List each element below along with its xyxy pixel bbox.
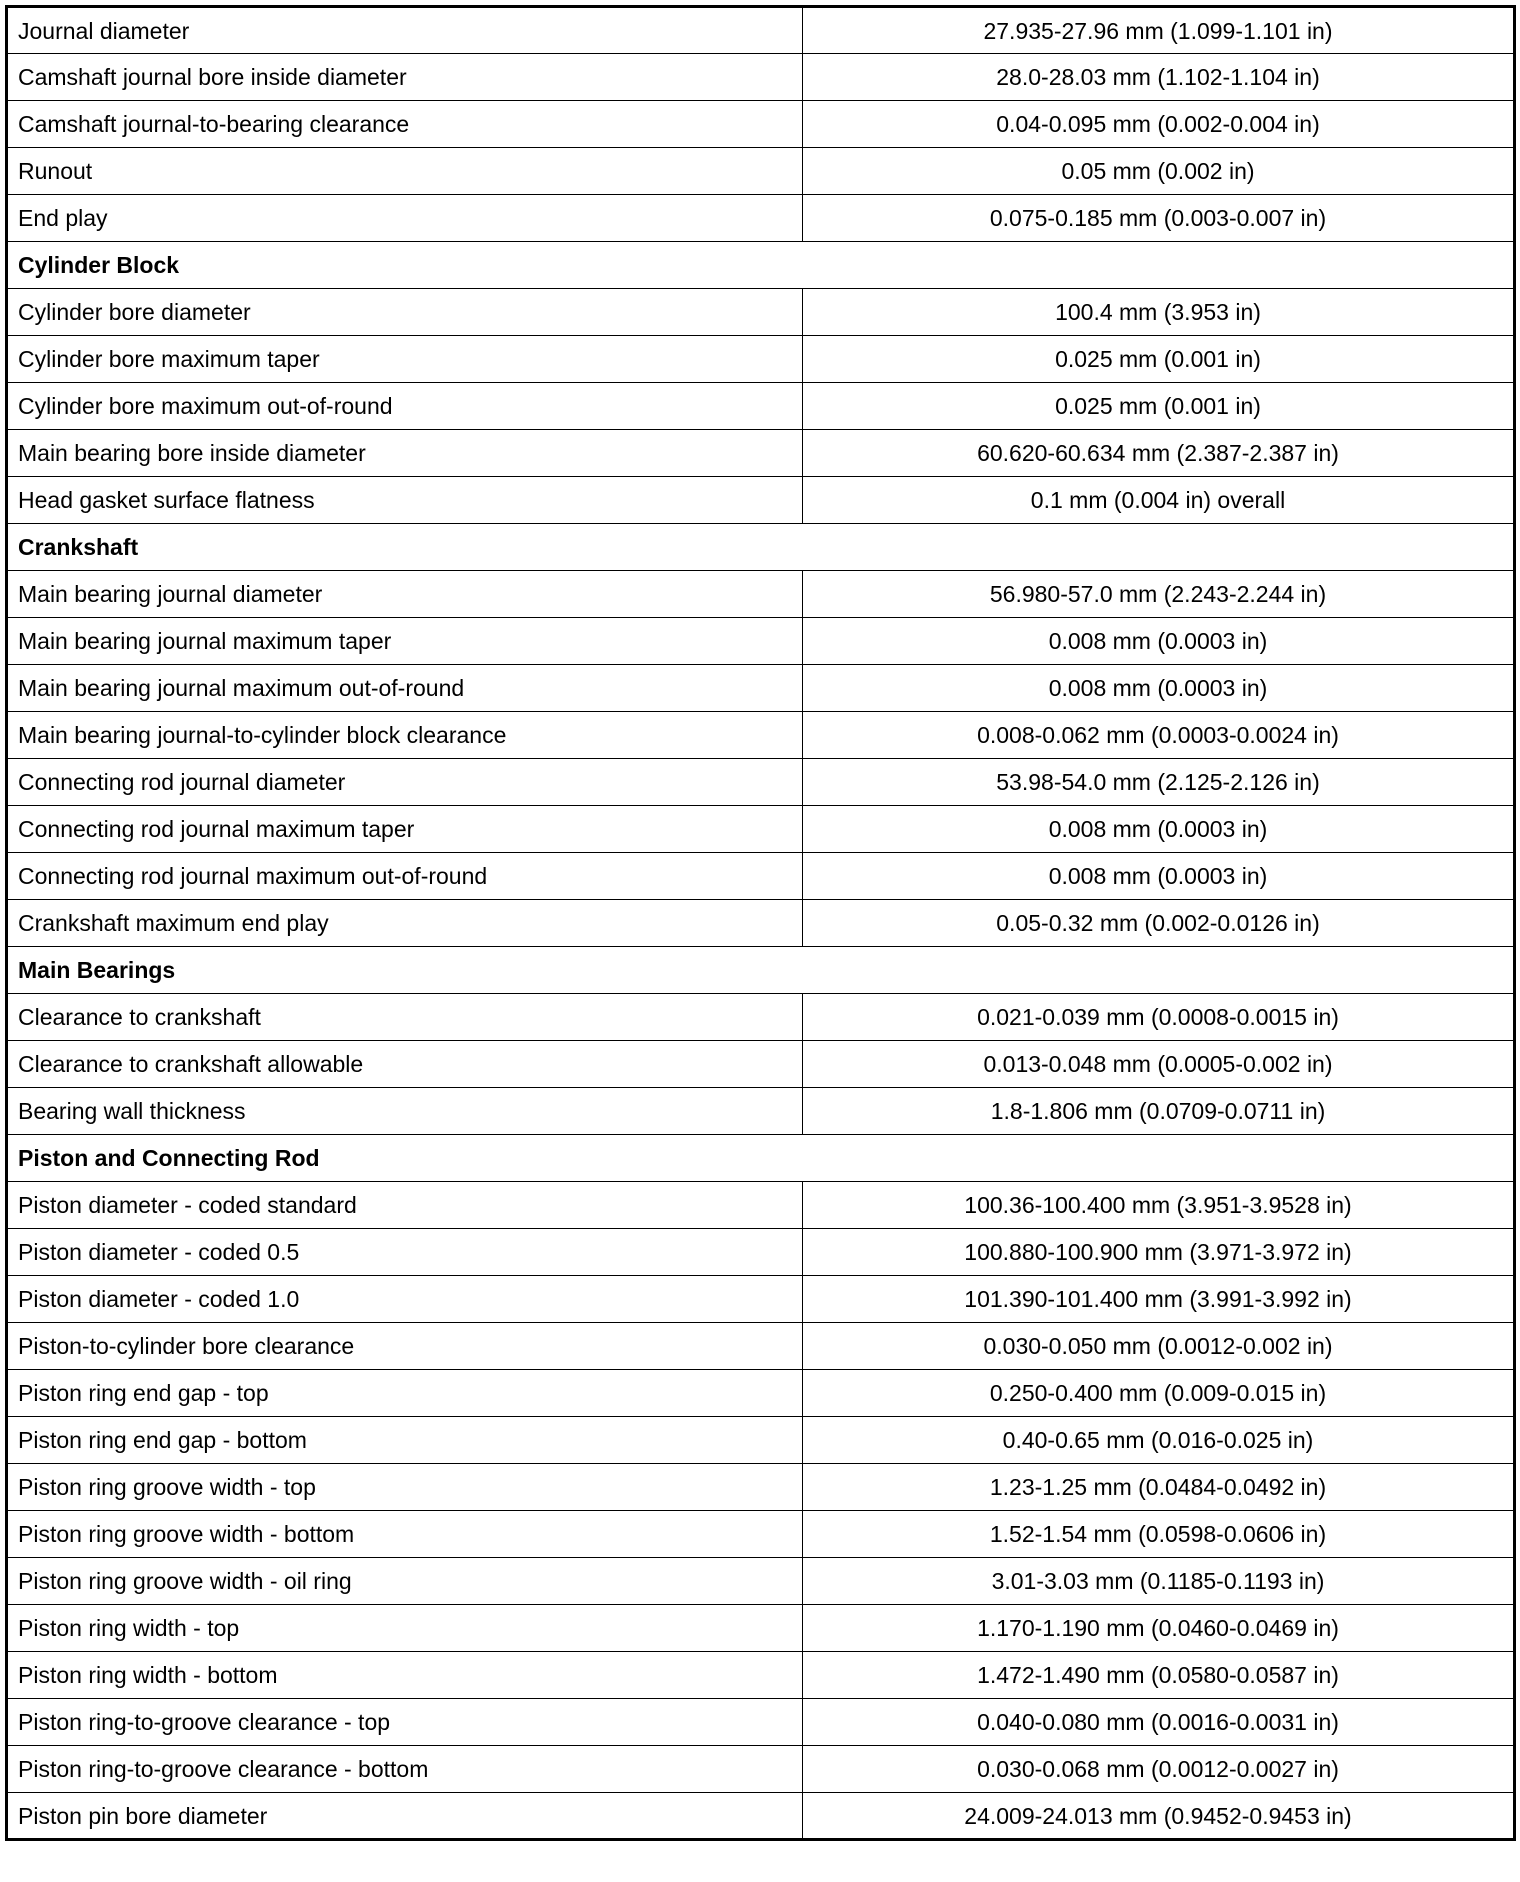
- spec-value: 0.025 mm (0.001 in): [803, 336, 1515, 383]
- spec-label: Main bearing journal maximum out-of-round: [7, 665, 803, 712]
- table-row: [7, 1746, 1515, 1793]
- spec-value: 28.0-28.03 mm (1.102-1.104 in): [803, 54, 1515, 101]
- spec-label: Journal diameter: [7, 7, 803, 54]
- table-row: [7, 1605, 1515, 1652]
- spec-value: 0.40-0.65 mm (0.016-0.025 in): [803, 1417, 1515, 1464]
- spec-label: Main bearing journal-to-cylinder block clearance: [7, 712, 803, 759]
- spec-label: Clearance to crankshaft: [7, 994, 803, 1041]
- table-row: [7, 54, 1515, 101]
- table-row: [7, 477, 1515, 524]
- table-row: [7, 1511, 1515, 1558]
- spec-value: 1.170-1.190 mm (0.0460-0.0469 in): [803, 1605, 1515, 1652]
- section-title: Cylinder Block: [7, 242, 1515, 289]
- table-row: [7, 994, 1515, 1041]
- spec-value: 0.040-0.080 mm (0.0016-0.0031 in): [803, 1699, 1515, 1746]
- table-row: [7, 1793, 1515, 1840]
- spec-label: Cylinder bore maximum taper: [7, 336, 803, 383]
- spec-value: 27.935-27.96 mm (1.099-1.101 in): [803, 7, 1515, 54]
- spec-value: 0.075-0.185 mm (0.003-0.007 in): [803, 195, 1515, 242]
- spec-label: Piston diameter - coded 1.0: [7, 1276, 803, 1323]
- spec-label: Main bearing bore inside diameter: [7, 430, 803, 477]
- table-row: [7, 1088, 1515, 1135]
- table-row: [7, 1417, 1515, 1464]
- table-row: [7, 900, 1515, 947]
- table-row: [7, 1652, 1515, 1699]
- spec-label: Connecting rod journal maximum taper: [7, 806, 803, 853]
- table-row: [7, 101, 1515, 148]
- spec-value: 1.23-1.25 mm (0.0484-0.0492 in): [803, 1464, 1515, 1511]
- spec-value: 0.021-0.039 mm (0.0008-0.0015 in): [803, 994, 1515, 1041]
- spec-label: Piston ring width - top: [7, 1605, 803, 1652]
- table-row: [7, 1182, 1515, 1229]
- spec-label: Cylinder bore diameter: [7, 289, 803, 336]
- table-row: [7, 1558, 1515, 1605]
- section-title: Main Bearings: [7, 947, 1515, 994]
- spec-label: Piston ring groove width - oil ring: [7, 1558, 803, 1605]
- spec-value: 0.030-0.050 mm (0.0012-0.002 in): [803, 1323, 1515, 1370]
- spec-label: Camshaft journal bore inside diameter: [7, 54, 803, 101]
- table-row: [7, 806, 1515, 853]
- spec-label: Piston ring groove width - bottom: [7, 1511, 803, 1558]
- spec-value: 0.008 mm (0.0003 in): [803, 853, 1515, 900]
- spec-value: 1.472-1.490 mm (0.0580-0.0587 in): [803, 1652, 1515, 1699]
- spec-label: Runout: [7, 148, 803, 195]
- spec-value: 0.250-0.400 mm (0.009-0.015 in): [803, 1370, 1515, 1417]
- table-row: [7, 1323, 1515, 1370]
- table-row: [7, 148, 1515, 195]
- table-row: [7, 1699, 1515, 1746]
- spec-label: Main bearing journal maximum taper: [7, 618, 803, 665]
- spec-label: Connecting rod journal maximum out-of-round: [7, 853, 803, 900]
- spec-value: 0.008-0.062 mm (0.0003-0.0024 in): [803, 712, 1515, 759]
- spec-value: 1.52-1.54 mm (0.0598-0.0606 in): [803, 1511, 1515, 1558]
- table-row: [7, 195, 1515, 242]
- table-row: [7, 336, 1515, 383]
- table-row: [7, 1041, 1515, 1088]
- spec-value: 101.390-101.400 mm (3.991-3.992 in): [803, 1276, 1515, 1323]
- specification-table-body: [7, 7, 1515, 1840]
- spec-label: Piston pin bore diameter: [7, 1793, 803, 1840]
- spec-value: 0.030-0.068 mm (0.0012-0.0027 in): [803, 1746, 1515, 1793]
- section-header-row: [7, 524, 1515, 571]
- spec-label: Piston ring-to-groove clearance - top: [7, 1699, 803, 1746]
- spec-value: 100.4 mm (3.953 in): [803, 289, 1515, 336]
- spec-value: 100.36-100.400 mm (3.951-3.9528 in): [803, 1182, 1515, 1229]
- table-row: [7, 571, 1515, 618]
- table-row: [7, 1229, 1515, 1276]
- table-row: [7, 759, 1515, 806]
- spec-label: Piston-to-cylinder bore clearance: [7, 1323, 803, 1370]
- table-row: [7, 665, 1515, 712]
- section-header-row: [7, 1135, 1515, 1182]
- section-title: Piston and Connecting Rod: [7, 1135, 1515, 1182]
- table-row: [7, 1276, 1515, 1323]
- section-header-row: [7, 947, 1515, 994]
- table-row: [7, 289, 1515, 336]
- spec-label: Piston ring-to-groove clearance - bottom: [7, 1746, 803, 1793]
- spec-label: Piston ring end gap - top: [7, 1370, 803, 1417]
- table-row: [7, 712, 1515, 759]
- spec-value: 0.04-0.095 mm (0.002-0.004 in): [803, 101, 1515, 148]
- spec-label: Piston diameter - coded 0.5: [7, 1229, 803, 1276]
- spec-label: Main bearing journal diameter: [7, 571, 803, 618]
- spec-value: 0.05 mm (0.002 in): [803, 148, 1515, 195]
- table-row: [7, 1464, 1515, 1511]
- spec-value: 0.025 mm (0.001 in): [803, 383, 1515, 430]
- spec-label: Camshaft journal-to-bearing clearance: [7, 101, 803, 148]
- spec-label: Head gasket surface flatness: [7, 477, 803, 524]
- section-title: Crankshaft: [7, 524, 1515, 571]
- spec-label: Connecting rod journal diameter: [7, 759, 803, 806]
- spec-value: 0.05-0.32 mm (0.002-0.0126 in): [803, 900, 1515, 947]
- spec-label: End play: [7, 195, 803, 242]
- spec-label: Piston ring groove width - top: [7, 1464, 803, 1511]
- spec-label: Cylinder bore maximum out-of-round: [7, 383, 803, 430]
- spec-value: 56.980-57.0 mm (2.243-2.244 in): [803, 571, 1515, 618]
- spec-label: Piston ring end gap - bottom: [7, 1417, 803, 1464]
- spec-label: Piston diameter - coded standard: [7, 1182, 803, 1229]
- spec-value: 0.013-0.048 mm (0.0005-0.002 in): [803, 1041, 1515, 1088]
- table-row: [7, 430, 1515, 477]
- spec-label: Piston ring width - bottom: [7, 1652, 803, 1699]
- spec-value: 24.009-24.013 mm (0.9452-0.9453 in): [803, 1793, 1515, 1840]
- spec-value: 0.008 mm (0.0003 in): [803, 665, 1515, 712]
- table-row: [7, 618, 1515, 665]
- spec-value: 3.01-3.03 mm (0.1185-0.1193 in): [803, 1558, 1515, 1605]
- spec-label: Clearance to crankshaft allowable: [7, 1041, 803, 1088]
- spec-value: 0.008 mm (0.0003 in): [803, 806, 1515, 853]
- spec-value: 0.1 mm (0.004 in) overall: [803, 477, 1515, 524]
- table-row: [7, 853, 1515, 900]
- spec-value: 60.620-60.634 mm (2.387-2.387 in): [803, 430, 1515, 477]
- spec-value: 0.008 mm (0.0003 in): [803, 618, 1515, 665]
- spec-label: Bearing wall thickness: [7, 1088, 803, 1135]
- table-row: [7, 383, 1515, 430]
- section-header-row: [7, 242, 1515, 289]
- spec-label: Crankshaft maximum end play: [7, 900, 803, 947]
- table-row: [7, 1370, 1515, 1417]
- spec-value: 1.8-1.806 mm (0.0709-0.0711 in): [803, 1088, 1515, 1135]
- spec-value: 53.98-54.0 mm (2.125-2.126 in): [803, 759, 1515, 806]
- spec-value: 100.880-100.900 mm (3.971-3.972 in): [803, 1229, 1515, 1276]
- table-row: [7, 7, 1515, 54]
- specification-table: [5, 5, 1516, 1841]
